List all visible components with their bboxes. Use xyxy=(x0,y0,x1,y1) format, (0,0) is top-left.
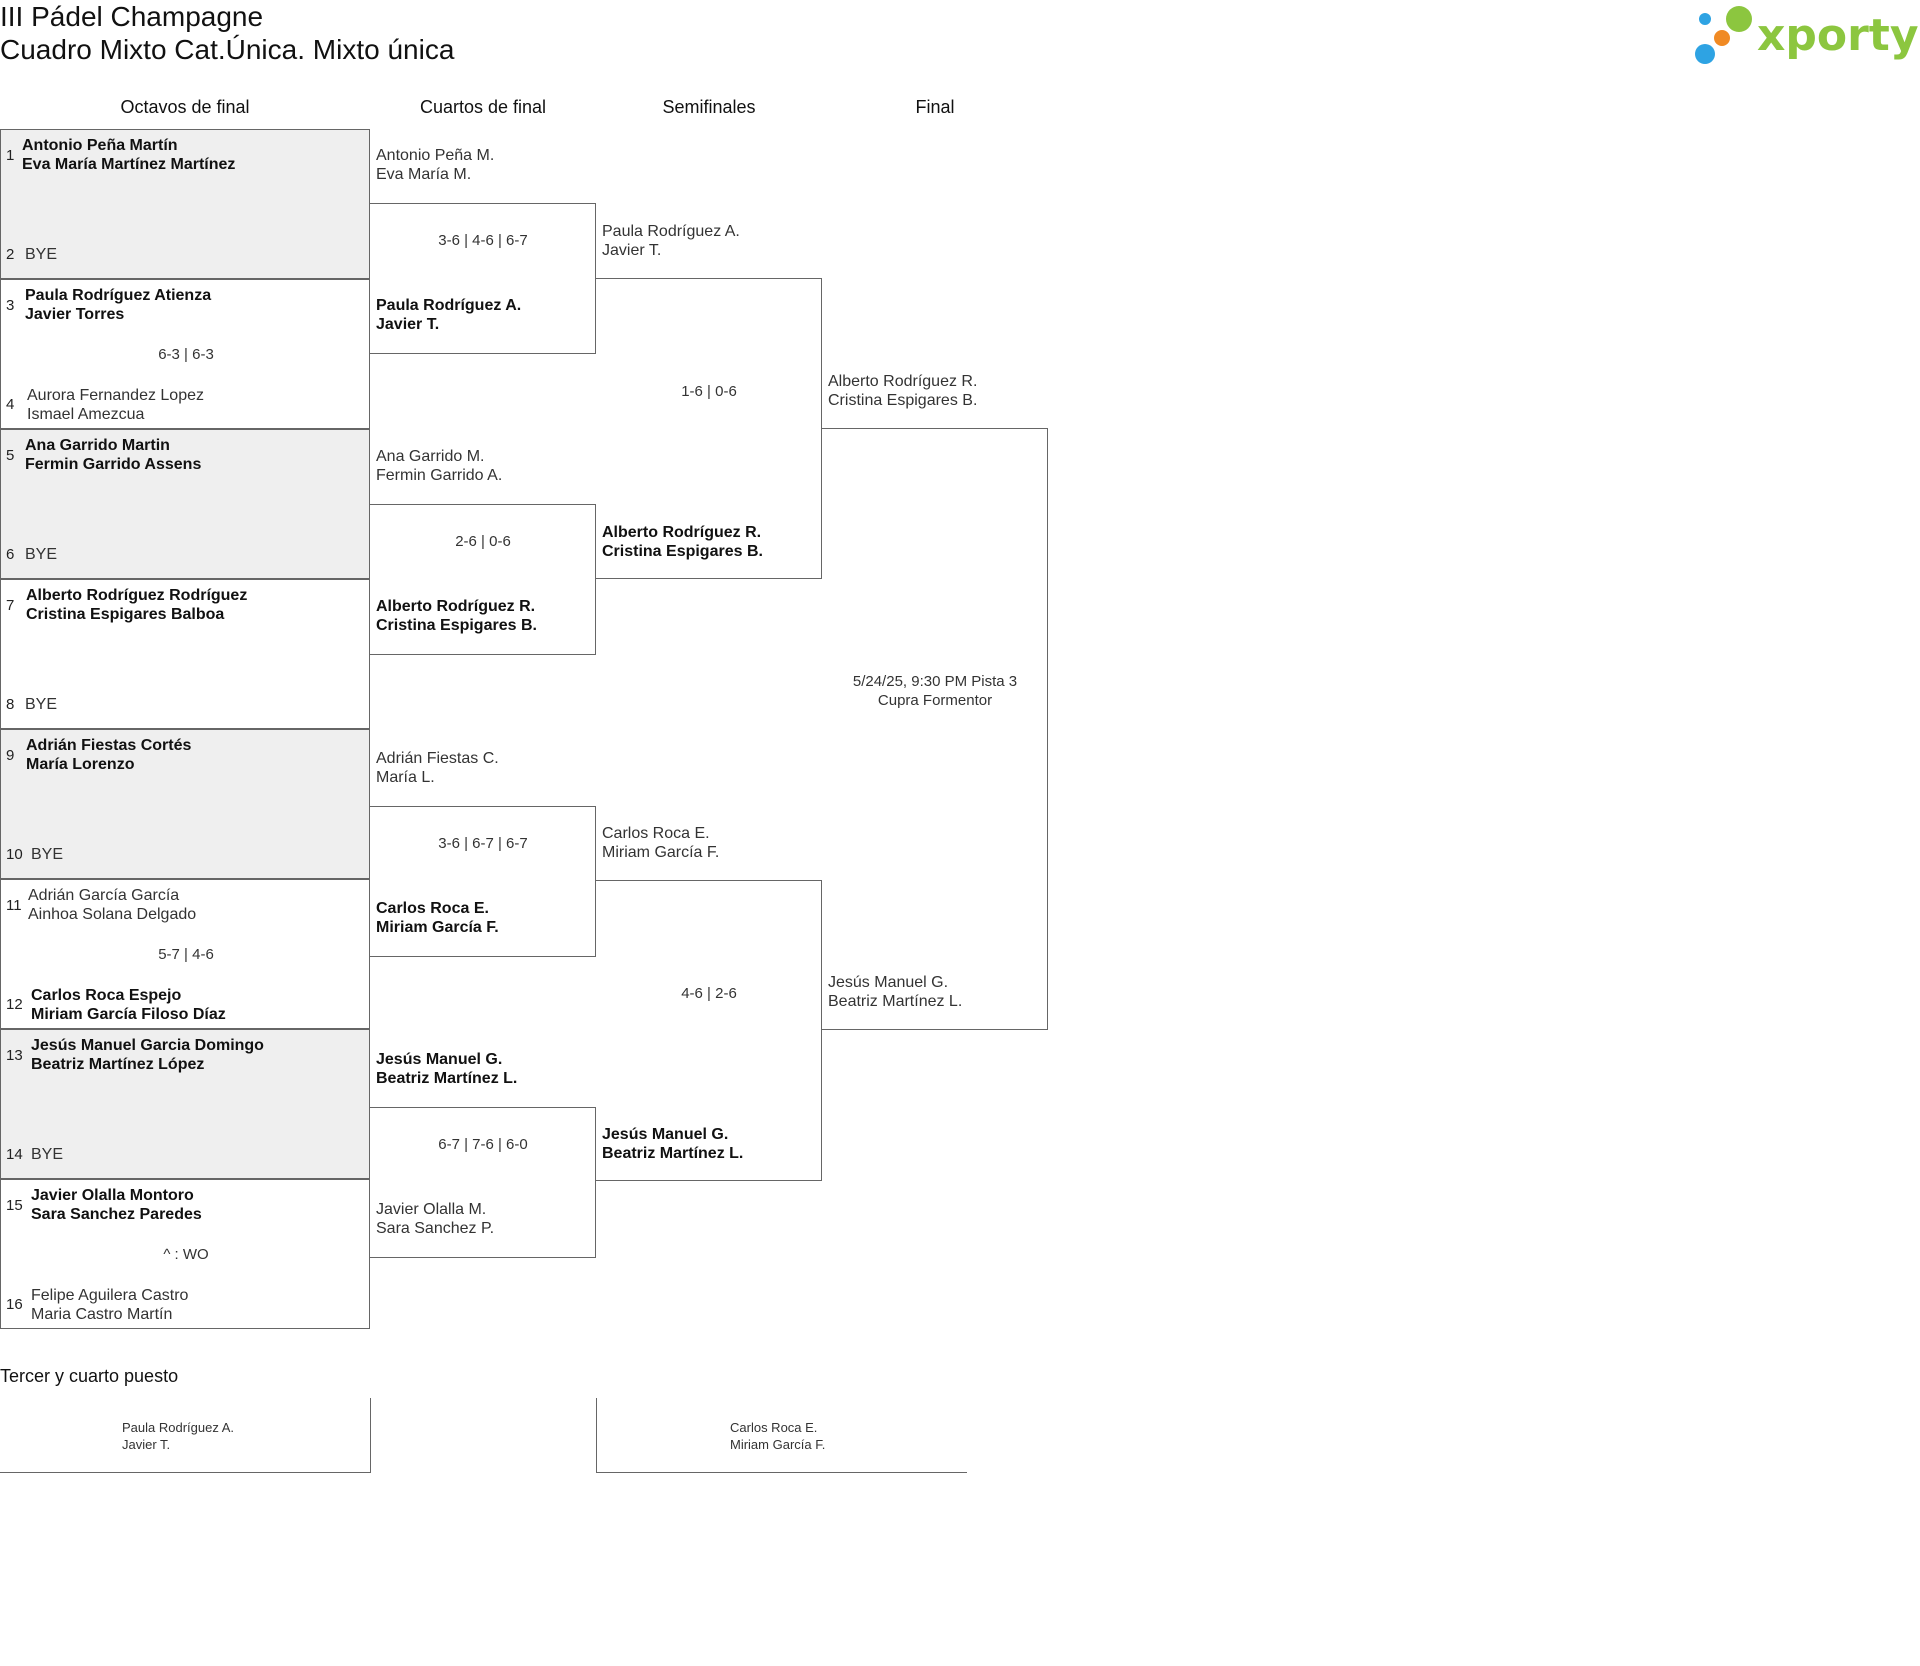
bye-label: BYE xyxy=(31,1146,64,1163)
team-entry xyxy=(122,1419,234,1453)
team-entry xyxy=(22,136,235,174)
player-name: Fermin Garrido A. xyxy=(376,467,503,484)
player-name: Jesús Manuel G. xyxy=(376,1051,503,1068)
team-entry xyxy=(25,436,201,474)
player-name: Alberto Rodríguez R. xyxy=(376,598,536,615)
player-name: María Lorenzo xyxy=(26,756,135,773)
match-score: ^ : WO xyxy=(163,1246,209,1263)
player-name: Eva María M. xyxy=(376,166,472,183)
seed-number: 12 xyxy=(6,996,23,1013)
player-name: Carlos Roca E. xyxy=(730,1420,818,1435)
cuartos-match-1 xyxy=(370,203,596,354)
player-name: Alberto Rodríguez R. xyxy=(828,373,978,390)
bye-label: BYE xyxy=(25,546,58,563)
octavos-match-4 xyxy=(0,579,370,729)
octavos-match-3 xyxy=(0,429,370,579)
player-name: Adrián García García xyxy=(28,887,180,904)
team-entry xyxy=(376,1200,494,1238)
logo-dot-blue-icon xyxy=(1695,44,1715,64)
semis-match-1 xyxy=(596,278,822,579)
player-name: Miriam García Filoso Díaz xyxy=(31,1006,226,1023)
player-name: Felipe Aguilera Castro xyxy=(31,1287,189,1304)
logo-dot-green-icon xyxy=(1726,6,1752,32)
third-place-baseline-left xyxy=(0,1472,371,1473)
player-name: Aurora Fernandez Lopez xyxy=(27,387,204,404)
player-name: Ana Garrido Martin xyxy=(25,437,170,454)
octavos-match-6 xyxy=(0,879,370,1029)
octavos-match-8 xyxy=(0,1179,370,1329)
player-name: Beatriz Martínez López xyxy=(31,1056,205,1073)
seed-number: 3 xyxy=(6,297,15,314)
player-name: Carlos Roca E. xyxy=(376,900,489,917)
match-schedule: 5/24/25, 9:30 PM Pista 3 xyxy=(852,673,1018,690)
player-name: Beatriz Martínez L. xyxy=(828,993,963,1010)
draw-subtitle: Cuadro Mixto Cat.Única. Mixto única xyxy=(0,34,455,65)
match-score: 6-7 | 7-6 | 6-0 xyxy=(438,1136,528,1153)
cuartos-match-3 xyxy=(370,806,596,957)
bye-label: BYE xyxy=(25,696,58,713)
logo-dot-small-icon xyxy=(1699,13,1711,25)
logo-dot-orange-icon xyxy=(1714,30,1730,46)
player-name: Jesús Manuel Garcia Domingo xyxy=(31,1037,264,1054)
final-match xyxy=(822,428,1048,1030)
team-entry xyxy=(730,1419,825,1453)
team-entry xyxy=(602,824,719,862)
team-entry xyxy=(376,1050,517,1088)
seed-number: 1 xyxy=(6,147,15,164)
player-name: Adrián Fiestas C. xyxy=(376,750,499,767)
third-place-title: Tercer y cuarto puesto xyxy=(0,1366,179,1386)
player-name: Carlos Roca E. xyxy=(602,825,710,842)
seed-number: 6 xyxy=(6,546,15,563)
player-name: Cristina Espigares Balboa xyxy=(26,606,225,623)
player-name: Jesús Manuel G. xyxy=(828,974,949,991)
team-entry xyxy=(31,1286,188,1324)
team-entry xyxy=(602,523,763,561)
match-score: 3-6 | 6-7 | 6-7 xyxy=(438,835,528,852)
player-name: Cristina Espigares B. xyxy=(602,543,763,560)
team-entry xyxy=(26,586,247,624)
round-header-final: Final xyxy=(915,97,955,117)
player-name: Cristina Espigares B. xyxy=(376,617,537,634)
team-entry xyxy=(376,146,494,184)
player-name: Javier T. xyxy=(376,316,440,333)
player-name: Jesús Manuel G. xyxy=(602,1126,729,1143)
team-entry xyxy=(27,386,204,424)
seed-number: 8 xyxy=(6,696,15,713)
player-name: Alberto Rodríguez R. xyxy=(602,524,762,541)
octavos-match-7 xyxy=(0,1029,370,1179)
player-name: Paula Rodríguez Atienza xyxy=(25,287,212,304)
team-entry xyxy=(376,749,499,787)
tournament-title: III Pádel Champagne xyxy=(0,1,264,32)
team-entry xyxy=(31,1036,264,1074)
cuartos-match-2 xyxy=(370,504,596,655)
round-header-cuartos: Cuartos de final xyxy=(419,97,547,117)
third-place-baseline-right xyxy=(596,1472,967,1473)
team-entry xyxy=(376,597,537,635)
player-name: Miriam García F. xyxy=(730,1437,826,1452)
team-entry xyxy=(376,899,499,937)
player-name: Ainhoa Solana Delgado xyxy=(28,906,197,923)
cuartos-match-4 xyxy=(370,1107,596,1258)
match-score: 1-6 | 0-6 xyxy=(681,383,737,400)
third-place-divider-left xyxy=(370,1398,371,1473)
player-name: María L. xyxy=(376,769,435,786)
player-name: Beatriz Martínez L. xyxy=(602,1145,744,1162)
player-name: Javier T. xyxy=(602,242,662,259)
seed-number: 4 xyxy=(6,396,15,413)
team-entry xyxy=(376,296,521,334)
player-name: Cristina Espigares B. xyxy=(828,392,978,409)
team-entry xyxy=(828,973,962,1011)
seed-number: 11 xyxy=(6,897,22,914)
player-name: Miriam García F. xyxy=(376,919,499,936)
match-score: 4-6 | 2-6 xyxy=(681,985,737,1002)
match-venue: Cupra Formentor xyxy=(877,692,993,709)
logo-wordmark: xporty xyxy=(1757,10,1919,61)
seed-number: 9 xyxy=(6,747,15,764)
player-name: Beatriz Martínez L. xyxy=(376,1070,518,1087)
seed-number: 10 xyxy=(6,846,23,863)
match-score: 5-7 | 4-6 xyxy=(158,946,214,963)
player-name: Ana Garrido M. xyxy=(376,448,485,465)
player-name: Javier Torres xyxy=(25,306,125,323)
player-name: Maria Castro Martín xyxy=(31,1306,173,1323)
seed-number: 15 xyxy=(6,1197,23,1214)
octavos-match-5 xyxy=(0,729,370,879)
player-name: Miriam García F. xyxy=(602,844,720,861)
octavos-match-2 xyxy=(0,279,370,429)
player-name: Antonio Peña M. xyxy=(376,147,495,164)
semis-match-2 xyxy=(596,880,822,1181)
player-name: Paula Rodríguez A. xyxy=(122,1420,235,1435)
seed-number: 16 xyxy=(6,1296,23,1313)
round-header-semifinales: Semifinales xyxy=(662,97,756,117)
team-entry xyxy=(828,372,977,410)
bye-label: BYE xyxy=(25,246,58,263)
xporty-logo-mark xyxy=(1695,4,1920,68)
bye-label: BYE xyxy=(31,846,64,863)
player-name: Sara Sanchez Paredes xyxy=(31,1206,202,1223)
match-score: 2-6 | 0-6 xyxy=(455,533,511,550)
seed-number: 5 xyxy=(6,447,15,464)
player-name: Paula Rodríguez A. xyxy=(376,297,522,314)
player-name: Paula Rodríguez A. xyxy=(602,223,740,240)
match-score: 6-3 | 6-3 xyxy=(158,346,214,363)
team-entry xyxy=(28,886,196,924)
team-entry xyxy=(31,1186,202,1224)
team-entry xyxy=(25,286,211,324)
team-entry xyxy=(602,1125,743,1163)
player-name: Fermin Garrido Assens xyxy=(25,456,202,473)
match-score: 3-6 | 4-6 | 6-7 xyxy=(438,232,528,249)
player-name: Eva María Martínez Martínez xyxy=(22,156,236,173)
player-name: Javier Olalla Montoro xyxy=(31,1187,194,1204)
player-name: Adrián Fiestas Cortés xyxy=(26,737,192,754)
seed-number: 13 xyxy=(6,1047,23,1064)
team-entry xyxy=(26,736,191,774)
player-name: Alberto Rodríguez Rodríguez xyxy=(26,587,248,604)
seed-number: 14 xyxy=(6,1146,23,1163)
seed-number: 7 xyxy=(6,597,15,614)
team-entry xyxy=(602,222,740,260)
player-name: Carlos Roca Espejo xyxy=(31,987,182,1004)
round-header-octavos: Octavos de final xyxy=(120,97,250,117)
player-name: Sara Sanchez P. xyxy=(376,1220,495,1237)
team-entry xyxy=(376,447,502,485)
team-entry xyxy=(31,986,226,1024)
player-name: Javier T. xyxy=(122,1437,171,1452)
player-name: Ismael Amezcua xyxy=(27,406,145,423)
octavos-match-1 xyxy=(0,129,370,279)
player-name: Javier Olalla M. xyxy=(376,1201,487,1218)
player-name: Antonio Peña Martín xyxy=(22,137,178,154)
seed-number: 2 xyxy=(6,246,15,263)
xporty-logo xyxy=(1695,4,1920,68)
third-place-divider-right xyxy=(596,1398,597,1473)
